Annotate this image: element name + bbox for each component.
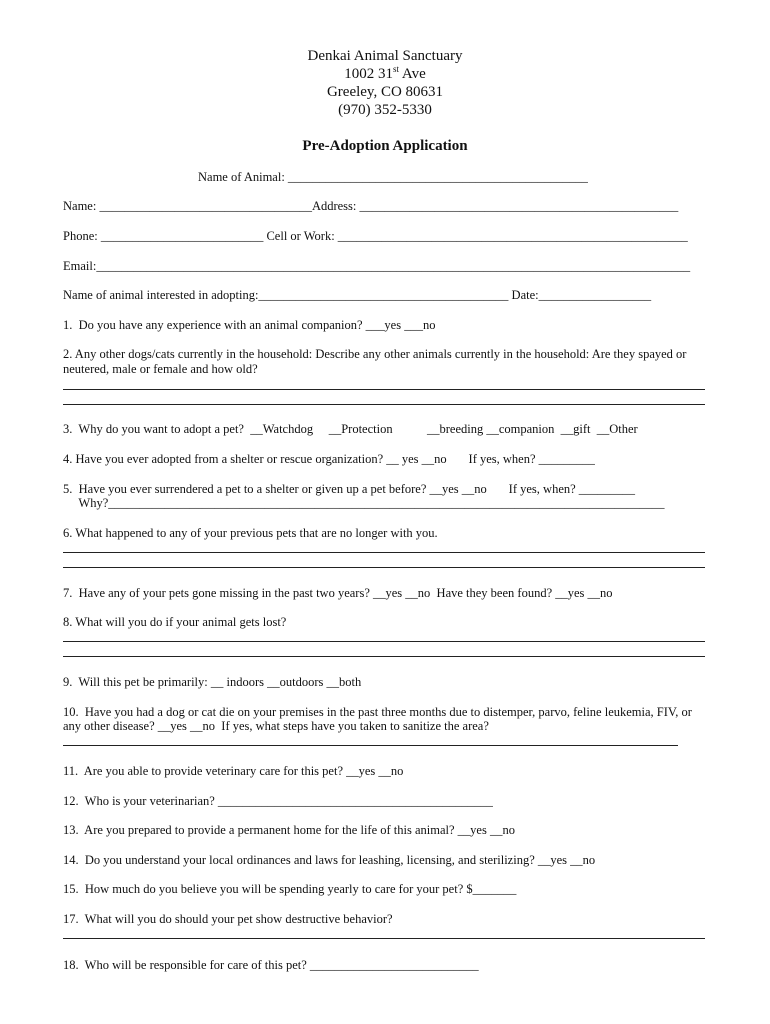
answer-line[interactable]: [63, 552, 705, 553]
question-15[interactable]: 15. How much do you believe you will be spending yearly to care for your pet? $_______: [63, 882, 517, 896]
answer-line[interactable]: [63, 641, 705, 642]
question-9[interactable]: 9. Will this pet be primarily: __ indoors __outdoors __both: [63, 675, 362, 689]
org-street: [0, 65, 770, 83]
answer-line[interactable]: [63, 745, 678, 746]
org-city: Greeley, CO 80631: [326, 84, 444, 100]
question-13[interactable]: 13. Are you prepared to provide a permanent home for the life of this animal? __yes __no: [63, 823, 515, 837]
question-10-line-1: 10. Have you had a dog or cat die on your premises in the past three months due to distemper, parvo, feline leukemia, FIV, or: [63, 705, 692, 719]
answer-line[interactable]: [63, 567, 705, 568]
question-11[interactable]: 11. Are you able to provide veterinary care for this pet? __yes __no: [63, 764, 404, 778]
field-interested-date[interactable]: Name of animal interested in adopting:________________________________________ Date:__________________: [63, 288, 652, 302]
street-suffix: st: [392, 64, 399, 74]
form-title: Pre-Adoption Application: [302, 138, 468, 154]
question-18[interactable]: 18. Who will be responsible for care of this pet? ___________________________: [63, 958, 479, 972]
question-1[interactable]: 1. Do you have any experience with an animal companion? ___yes ___no: [63, 318, 436, 332]
question-6: 6. What happened to any of your previous pets that are no longer with you.: [63, 526, 438, 540]
question-2-line-2: neutered, male or female and how old?: [63, 362, 258, 376]
answer-line[interactable]: [63, 656, 705, 657]
street-number: 1002 31: [344, 66, 393, 82]
question-5-line-2[interactable]: Why?_________________________________________________________________________________________: [63, 496, 665, 510]
answer-line[interactable]: [63, 938, 705, 939]
question-2-line-1: 2. Any other dogs/cats currently in the household: Describe any other animals currently in the household: Are they spayed or: [63, 347, 687, 361]
org-name: Denkai Animal Sanctuary: [307, 48, 463, 64]
question-12[interactable]: 12. Who is your veterinarian? ____________________________________________: [63, 794, 493, 808]
street-rest: Ave: [398, 66, 426, 82]
question-4[interactable]: 4. Have you ever adopted from a shelter or rescue organization? __ yes __no If yes, when? _________: [63, 452, 595, 466]
field-name-address[interactable]: Name: __________________________________Address: ___________________________________________________: [63, 199, 679, 213]
question-3[interactable]: 3. Why do you want to adopt a pet? __Watchdog __Protection __breeding __companion __gift __Other: [63, 422, 638, 436]
answer-line[interactable]: [63, 389, 705, 390]
org-phone: (970) 352-5330: [338, 102, 432, 118]
question-7[interactable]: 7. Have any of your pets gone missing in the past two years? __yes __no Have they been found? __yes __no: [63, 586, 613, 600]
field-phone-cell[interactable]: Phone: __________________________ Cell or Work: ________________________________________________________: [63, 229, 688, 243]
answer-line[interactable]: [63, 404, 705, 405]
field-email[interactable]: Email:_______________________________________________________________________________________________: [63, 259, 691, 273]
field-name-of-animal[interactable]: Name of Animal: ________________________________________________: [198, 170, 588, 184]
question-8: 8. What will you do if your animal gets lost?: [63, 615, 287, 629]
question-10-line-2[interactable]: any other disease? __yes __no If yes, what steps have you taken to sanitize the area?: [63, 719, 489, 733]
question-5-line-1[interactable]: 5. Have you ever surrendered a pet to a shelter or given up a pet before? __yes __no If yes, when? _________: [63, 482, 636, 496]
question-17: 17. What will you do should your pet show destructive behavior?: [63, 912, 393, 926]
question-14[interactable]: 14. Do you understand your local ordinances and laws for leashing, licensing, and sterilizing? __yes __no: [63, 853, 596, 867]
